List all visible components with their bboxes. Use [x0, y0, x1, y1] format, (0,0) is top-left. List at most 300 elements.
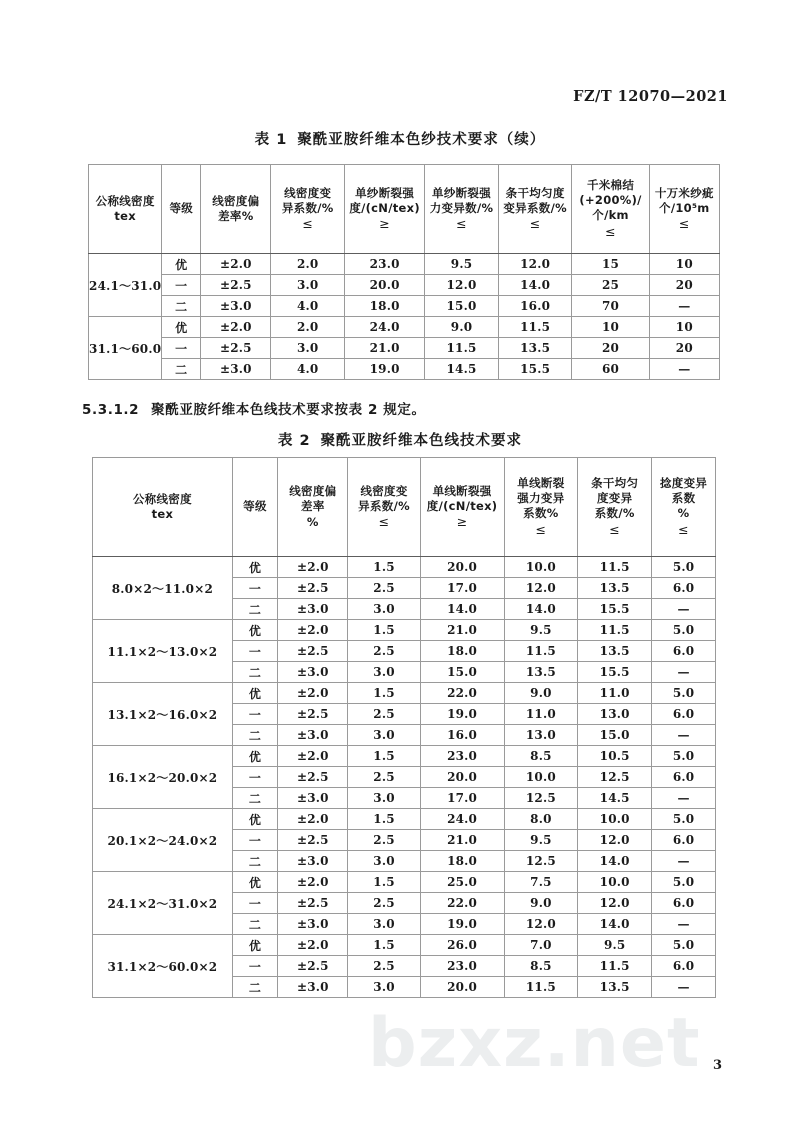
cell-value: 1.5 [348, 620, 420, 641]
cell-value: 60 [572, 359, 649, 380]
cell-value: 1.5 [348, 683, 420, 704]
cell-value: 2.5 [348, 704, 420, 725]
table-row [89, 254, 720, 275]
cell-value: 2.5 [348, 767, 420, 788]
cell-value: 3.0 [348, 914, 420, 935]
cell-value: 6.0 [652, 578, 716, 599]
clause-text: 聚酰亚胺纤维本色线技术要求按表 2 规定。 [151, 402, 426, 418]
standard-code-header: FZ/T 12070—2021 [573, 88, 728, 105]
cell-grade: 优 [232, 872, 277, 893]
cell-value: 11.0 [578, 683, 652, 704]
cell-nominal-density: 24.1×2～31.0×2 [93, 872, 233, 935]
cell-value: 16.0 [420, 725, 504, 746]
cell-grade: 一 [232, 641, 277, 662]
cell-value: 14.0 [578, 914, 652, 935]
cell-value: 24.0 [420, 809, 504, 830]
cell-value: ±2.5 [278, 641, 348, 662]
cell-value: ±3.0 [278, 599, 348, 620]
cell-value: 7.0 [504, 935, 578, 956]
cell-value: 4.0 [271, 296, 345, 317]
table1-header-line: 力变异数/% [429, 200, 494, 215]
cell-grade: 二 [232, 851, 277, 872]
cell-value: 6.0 [652, 641, 716, 662]
cell-value: 6.0 [652, 704, 716, 725]
cell-grade: 一 [162, 338, 201, 359]
cell-value: 5.0 [652, 683, 716, 704]
table1-header-row [89, 165, 720, 254]
table1-header-cell-8 [649, 165, 719, 254]
cell-grade: 优 [232, 557, 277, 578]
cell-value: ±2.5 [201, 338, 271, 359]
cell-value: 2.5 [348, 893, 420, 914]
cell-value: 9.5 [504, 830, 578, 851]
cell-value: 4.0 [271, 359, 345, 380]
cell-value: 9.5 [504, 620, 578, 641]
table2-header-symbol: ≤ [678, 521, 689, 537]
cell-value: — [649, 296, 719, 317]
table2-header-line: 公称线密度 [132, 491, 192, 506]
cell-grade: 二 [232, 662, 277, 683]
table1-header-cell-1 [162, 165, 201, 254]
cell-value: 1.5 [348, 872, 420, 893]
cell-value: 12.0 [578, 830, 652, 851]
cell-value: 11.5 [498, 317, 572, 338]
cell-value: 11.5 [504, 641, 578, 662]
table2-header-symbol: ≤ [609, 521, 621, 537]
cell-value: 20.0 [345, 275, 425, 296]
cell-value: 2.5 [348, 578, 420, 599]
table2-header-symbol: ≤ [378, 513, 390, 529]
table2-header-line: 单线断裂强 [432, 483, 492, 498]
table-row [89, 359, 720, 380]
cell-value: 9.5 [578, 935, 652, 956]
cell-value: 13.0 [504, 725, 578, 746]
cell-grade: 一 [232, 830, 277, 851]
cell-value: 5.0 [652, 809, 716, 830]
cell-value: — [652, 725, 716, 746]
table-row [89, 317, 720, 338]
cell-value: ±2.0 [278, 872, 348, 893]
cell-value: 21.0 [420, 830, 504, 851]
cell-value: 24.0 [345, 317, 425, 338]
cell-value: ±3.0 [201, 296, 271, 317]
table2-header-line: 度变异 [596, 491, 633, 506]
cell-grade: 二 [162, 359, 201, 380]
table2-header-line: 差率 [301, 499, 325, 514]
table1-caption [0, 128, 800, 149]
cell-value: 10 [649, 317, 719, 338]
table1-header-line: 差率% [218, 209, 254, 223]
table-yarn-requirements [88, 164, 720, 380]
cell-value: 6.0 [652, 893, 716, 914]
cell-grade: 一 [232, 956, 277, 977]
cell-value: 8.5 [504, 746, 578, 767]
cell-value: 10 [649, 254, 719, 275]
cell-value: 1.5 [348, 557, 420, 578]
cell-value: 16.0 [498, 296, 572, 317]
cell-value: 12.0 [498, 254, 572, 275]
table1-header-line: tex [114, 209, 136, 223]
cell-nominal-density: 24.1～31.0 [89, 254, 162, 317]
cell-value: ±2.0 [278, 935, 348, 956]
cell-value: 3.0 [271, 338, 345, 359]
cell-value: 12.0 [425, 275, 499, 296]
table2-caption [0, 429, 800, 450]
cell-value: 13.5 [498, 338, 572, 359]
table2-header-line: 强力变异 [517, 491, 565, 506]
table1-header-symbol: ≤ [302, 215, 314, 231]
cell-value: 11.5 [425, 338, 499, 359]
cell-value: 12.0 [504, 578, 578, 599]
table1-caption-label: 表 1 [254, 132, 288, 148]
table1-header-cell-5 [425, 165, 499, 254]
table1-header-cell-0 [89, 165, 162, 254]
table2-header-line: 系数 [671, 491, 696, 506]
table2-header-cell-1 [232, 458, 277, 557]
cell-value: 12.5 [578, 767, 652, 788]
cell-value: 11.5 [504, 977, 578, 998]
table2-header-line: 系数% [523, 506, 559, 521]
table2-header-line: 度/(cN/tex) [426, 498, 498, 513]
cell-value: 9.0 [504, 893, 578, 914]
cell-value: ±2.5 [278, 704, 348, 725]
table2-header-line: 系数/% [594, 506, 635, 521]
cell-value: ±2.0 [278, 557, 348, 578]
table1-header-line: 十万米纱疵 [654, 185, 714, 200]
cell-nominal-density: 13.1×2～16.0×2 [93, 683, 233, 746]
cell-value: 11.0 [504, 704, 578, 725]
cell-value: 5.0 [652, 872, 716, 893]
table2-header-line: 线密度变 [360, 483, 408, 498]
cell-value: 2.5 [348, 956, 420, 977]
table1-header-cell-3 [271, 165, 345, 254]
cell-value: ±2.5 [278, 767, 348, 788]
table2-header-line: tex [151, 507, 174, 521]
cell-grade: 二 [162, 296, 201, 317]
table1-header-line: 单纱断裂强 [355, 185, 415, 200]
table-row [93, 746, 716, 767]
cell-grade: 二 [232, 599, 277, 620]
table1-header-line: 条干均匀度 [505, 185, 565, 200]
cell-value: 15.5 [578, 662, 652, 683]
cell-value: 19.0 [345, 359, 425, 380]
cell-grade: 优 [232, 935, 277, 956]
cell-grade: 二 [232, 788, 277, 809]
table-row [89, 338, 720, 359]
table-row [89, 296, 720, 317]
table1-header-line: 千米棉结 [586, 177, 635, 192]
cell-grade: 二 [232, 914, 277, 935]
cell-value: 3.0 [348, 725, 420, 746]
cell-value: 23.0 [345, 254, 425, 275]
table2-body [93, 557, 716, 998]
table1-header-cell-2 [201, 165, 271, 254]
cell-value: 23.0 [420, 746, 504, 767]
cell-value: 20.0 [420, 557, 504, 578]
cell-value: ±3.0 [278, 914, 348, 935]
cell-grade: 一 [232, 704, 277, 725]
cell-value: 11.5 [578, 620, 652, 641]
cell-value: 5.0 [652, 557, 716, 578]
cell-value: ±2.5 [201, 275, 271, 296]
cell-value: 15.0 [425, 296, 499, 317]
cell-value: 6.0 [652, 956, 716, 977]
cell-value: 18.0 [420, 851, 504, 872]
cell-value: 20.0 [420, 767, 504, 788]
table1-header-cell-7 [572, 165, 649, 254]
table1-header-cell-4 [345, 165, 425, 254]
cell-value: ±3.0 [278, 725, 348, 746]
table2-header-cell-4 [420, 458, 504, 557]
cell-value: 15 [572, 254, 649, 275]
cell-value: 14.0 [578, 851, 652, 872]
cell-value: 13.5 [578, 641, 652, 662]
table1-header-symbol: ≤ [456, 215, 467, 231]
table-row [93, 557, 716, 578]
cell-value: 14.0 [420, 599, 504, 620]
table1-header-symbol: ≤ [605, 223, 616, 239]
cell-value: ±2.5 [278, 893, 348, 914]
table2-header-symbol: ≥ [456, 513, 468, 529]
cell-value: 8.0 [504, 809, 578, 830]
cell-value: 20 [572, 338, 649, 359]
cell-value: ±3.0 [278, 851, 348, 872]
table2-header-row [93, 458, 716, 557]
clause-number: 5.3.1.2 [82, 402, 140, 418]
cell-grade: 优 [232, 746, 277, 767]
cell-value: 10.0 [504, 557, 578, 578]
cell-nominal-density: 16.1×2～20.0×2 [93, 746, 233, 809]
cell-value: 25.0 [420, 872, 504, 893]
cell-nominal-density: 20.1×2～24.0×2 [93, 809, 233, 872]
table1-header-symbol: ≥ [379, 215, 391, 231]
table2-header-cell-3 [348, 458, 420, 557]
cell-value: 6.0 [652, 767, 716, 788]
cell-nominal-density: 11.1×2～13.0×2 [93, 620, 233, 683]
cell-value: 2.0 [271, 317, 345, 338]
cell-value: 8.5 [504, 956, 578, 977]
table2-header-line: 捻度变异 [659, 475, 708, 490]
cell-value: ±3.0 [201, 359, 271, 380]
table2-header-line: 条干均匀 [591, 475, 639, 490]
cell-value: — [652, 662, 716, 683]
cell-value: 21.0 [420, 620, 504, 641]
cell-value: 5.0 [652, 935, 716, 956]
cell-value: ±2.0 [201, 317, 271, 338]
table2-header-line: % [306, 514, 319, 529]
cell-value: 14.5 [425, 359, 499, 380]
cell-value: ±2.0 [278, 809, 348, 830]
cell-value: — [652, 851, 716, 872]
cell-value: 9.5 [425, 254, 499, 275]
table-row [89, 275, 720, 296]
cell-value: 20 [649, 338, 719, 359]
cell-value: 15.5 [578, 599, 652, 620]
cell-value: 13.0 [578, 704, 652, 725]
cell-value: 1.5 [348, 809, 420, 830]
cell-value: 9.0 [504, 683, 578, 704]
cell-value: ±3.0 [278, 788, 348, 809]
cell-value: ±2.0 [278, 746, 348, 767]
cell-value: 25 [572, 275, 649, 296]
cell-value: ±2.0 [278, 683, 348, 704]
table1-header-symbol: ≤ [529, 215, 541, 231]
cell-value: 19.0 [420, 914, 504, 935]
cell-value: 12.0 [578, 893, 652, 914]
cell-value: 22.0 [420, 683, 504, 704]
cell-grade: 优 [232, 809, 277, 830]
cell-value: 2.5 [348, 641, 420, 662]
cell-grade: 一 [232, 893, 277, 914]
table-row [93, 620, 716, 641]
page-number: 3 [712, 1058, 722, 1073]
watermark-text: bzxz.net [368, 1004, 701, 1083]
cell-grade: 优 [162, 254, 201, 275]
table1-head [89, 165, 720, 254]
table2-head [93, 458, 716, 557]
cell-value: 11.5 [578, 557, 652, 578]
table2-caption-label: 表 2 [277, 433, 311, 449]
cell-value: 70 [572, 296, 649, 317]
cell-nominal-density: 31.1×2～60.0×2 [93, 935, 233, 998]
cell-value: 12.0 [504, 914, 578, 935]
table1-header-line: 个/km [592, 208, 629, 223]
cell-value: 10.0 [578, 809, 652, 830]
table1-header-line: (+200%)/ [579, 193, 642, 208]
table-row [93, 683, 716, 704]
cell-value: 7.5 [504, 872, 578, 893]
clause-5-3-1-2 [82, 398, 426, 418]
cell-value: 14.5 [578, 788, 652, 809]
cell-value: ±3.0 [278, 977, 348, 998]
cell-value: ±2.5 [278, 830, 348, 851]
cell-value: ±2.0 [201, 254, 271, 275]
cell-grade: 二 [232, 977, 277, 998]
table2-caption-text: 聚酰亚胺纤维本色线技术要求 [320, 433, 523, 449]
cell-value: 23.0 [420, 956, 504, 977]
cell-value: 13.5 [578, 977, 652, 998]
cell-value: 20 [649, 275, 719, 296]
table1-header-line: 线密度变 [284, 185, 332, 200]
cell-value: 11.5 [578, 956, 652, 977]
cell-value: ±2.0 [278, 620, 348, 641]
cell-value: 3.0 [348, 788, 420, 809]
cell-value: 26.0 [420, 935, 504, 956]
cell-value: 1.5 [348, 746, 420, 767]
cell-value: 19.0 [420, 704, 504, 725]
cell-value: 3.0 [348, 662, 420, 683]
cell-value: 9.0 [425, 317, 499, 338]
table2-header-line: 单线断裂 [517, 475, 565, 490]
cell-value: 2.0 [271, 254, 345, 275]
table1-caption-text: 聚酰亚胺纤维本色纱技术要求（续） [297, 132, 546, 148]
cell-value: ±2.5 [278, 578, 348, 599]
cell-value: — [652, 599, 716, 620]
cell-value: 12.5 [504, 788, 578, 809]
table1-header-line: 度/(cN/tex) [349, 200, 420, 215]
cell-grade: 二 [232, 725, 277, 746]
cell-value: 22.0 [420, 893, 504, 914]
table1-body [89, 254, 720, 380]
table1-header-line: 等级 [169, 201, 194, 216]
cell-grade: 一 [162, 275, 201, 296]
cell-grade: 一 [232, 578, 277, 599]
cell-value: 1.5 [348, 935, 420, 956]
table1-header-line: 单纱断裂强 [432, 185, 492, 200]
table2-header-cell-0 [93, 458, 233, 557]
table1-header-cell-6 [498, 165, 572, 254]
table2-header-line: 异系数/% [358, 498, 410, 513]
cell-grade: 优 [232, 620, 277, 641]
table2-header-symbol: ≤ [535, 521, 547, 537]
cell-value: 10 [572, 317, 649, 338]
cell-value: 3.0 [348, 599, 420, 620]
cell-value: ±2.5 [278, 956, 348, 977]
cell-value: — [652, 977, 716, 998]
cell-value: 3.0 [271, 275, 345, 296]
table2-header-line: 线密度偏 [289, 484, 337, 499]
cell-value: 18.0 [420, 641, 504, 662]
cell-value: 18.0 [345, 296, 425, 317]
table2-header-cell-5 [504, 458, 578, 557]
cell-value: 3.0 [348, 977, 420, 998]
table2-header-line: % [677, 506, 690, 521]
cell-value: 13.5 [504, 662, 578, 683]
table1-header-symbol: ≤ [678, 215, 690, 231]
cell-value: ±3.0 [278, 662, 348, 683]
table-thread-requirements [92, 457, 716, 998]
cell-grade: 优 [162, 317, 201, 338]
cell-value: 10.0 [504, 767, 578, 788]
cell-value: 15.0 [578, 725, 652, 746]
cell-value: 14.0 [504, 599, 578, 620]
cell-value: 21.0 [345, 338, 425, 359]
cell-value: 17.0 [420, 578, 504, 599]
cell-value: 14.0 [498, 275, 572, 296]
cell-value: — [652, 788, 716, 809]
cell-nominal-density: 31.1～60.0 [89, 317, 162, 380]
table-row [93, 872, 716, 893]
table1-header-line: 线密度偏 [212, 193, 260, 208]
cell-value: — [649, 359, 719, 380]
cell-nominal-density: 8.0×2～11.0×2 [93, 557, 233, 620]
table1-header-line: 个/10⁵m [659, 200, 710, 215]
cell-value: 20.0 [420, 977, 504, 998]
cell-grade: 优 [232, 683, 277, 704]
table2-header-cell-7 [652, 458, 716, 557]
cell-value: 10.0 [578, 872, 652, 893]
cell-value: 6.0 [652, 830, 716, 851]
cell-value: 10.5 [578, 746, 652, 767]
table2-header-line: 等级 [243, 499, 267, 514]
table-row [93, 809, 716, 830]
cell-value: 15.5 [498, 359, 572, 380]
cell-value: 5.0 [652, 746, 716, 767]
table-row [93, 935, 716, 956]
table2-header-cell-6 [578, 458, 652, 557]
cell-value: 17.0 [420, 788, 504, 809]
cell-value: 12.5 [504, 851, 578, 872]
cell-value: 15.0 [420, 662, 504, 683]
table2-header-cell-2 [278, 458, 348, 557]
cell-value: 3.0 [348, 851, 420, 872]
cell-value: 2.5 [348, 830, 420, 851]
table1-header-line: 公称线密度 [95, 193, 155, 208]
cell-value: 5.0 [652, 620, 716, 641]
cell-value: — [652, 914, 716, 935]
table1-header-line: 异系数/% [281, 200, 334, 215]
cell-grade: 一 [232, 767, 277, 788]
